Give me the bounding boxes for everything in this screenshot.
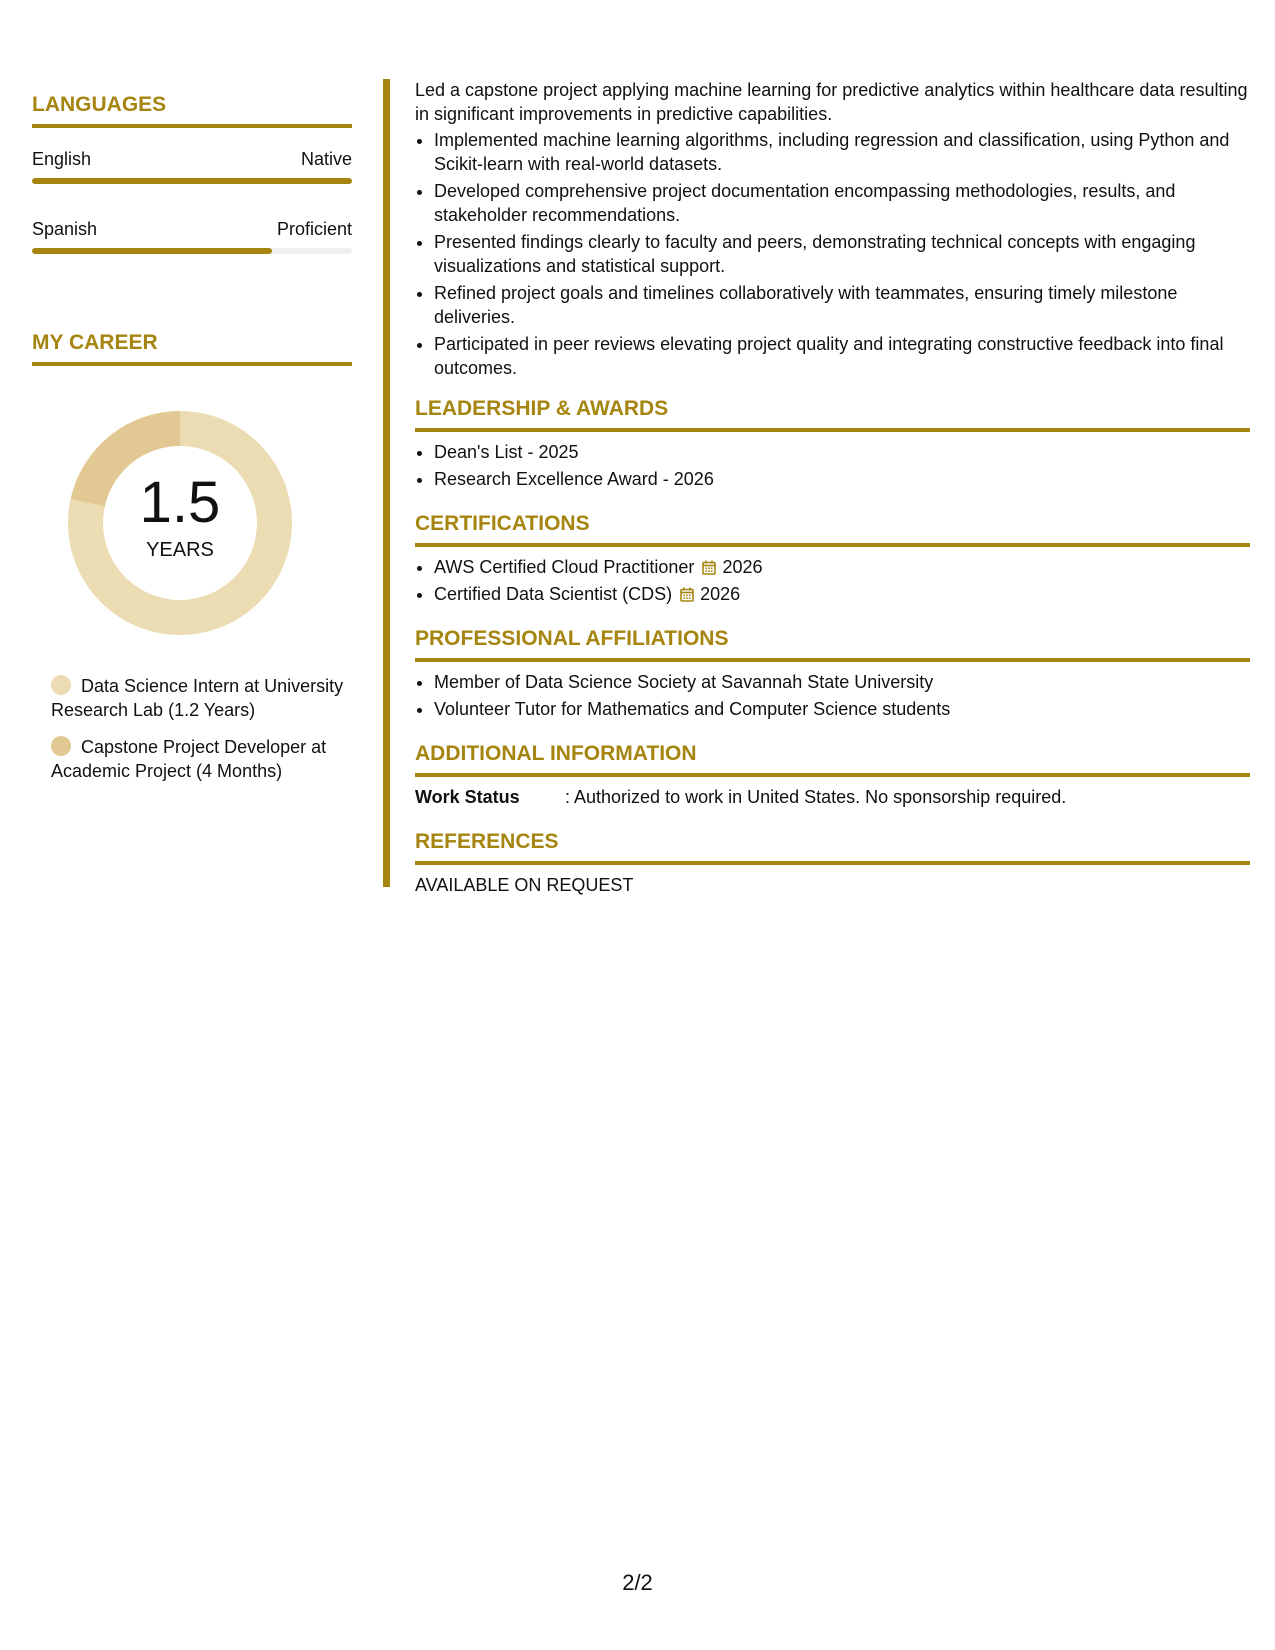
list-item: • Volunteer Tutor for Mathematics and Computer Science students xyxy=(434,697,1250,721)
work-status-row xyxy=(415,785,1250,809)
career-heading: MY CAREER xyxy=(32,330,352,366)
list-item xyxy=(434,555,1250,579)
career-legend-item xyxy=(51,735,352,783)
list-item xyxy=(434,582,1250,606)
awards-section xyxy=(415,396,1250,491)
languages-heading: LANGUAGES xyxy=(32,92,352,128)
language-spanish xyxy=(32,218,352,254)
certification-year: 2026 xyxy=(700,584,741,604)
list-item: • Dean's List - 2025 xyxy=(434,440,1250,464)
language-level: Native xyxy=(300,149,352,169)
certification-name: AWS Certified Cloud Practitioner xyxy=(434,557,695,577)
additional-heading: ADDITIONAL INFORMATION xyxy=(415,741,1250,777)
affiliations-list xyxy=(415,670,1250,721)
additional-section xyxy=(415,741,1250,809)
page-number: 2/2 xyxy=(622,1570,653,1595)
career-total-value: 1.5 xyxy=(139,470,221,535)
list-item: • Participated in peer reviews elevating project quality and integrating constructive feedback into final outcomes. xyxy=(434,332,1250,380)
list-item: • Research Excellence Award - 2026 xyxy=(434,467,1250,491)
language-name: English xyxy=(32,149,92,169)
language-proficiency-bar xyxy=(32,178,352,184)
list-item: • Member of Data Science Society at Savannah State University xyxy=(434,670,1250,694)
calendar-icon xyxy=(680,587,694,602)
certifications-heading: CERTIFICATIONS xyxy=(415,511,1250,547)
work-status-label: Work Status xyxy=(415,787,520,807)
career-legend-label: Data Science Intern at University Research Lab (1.2 Years) xyxy=(51,676,344,720)
legend-swatch xyxy=(51,675,71,695)
language-level: Proficient xyxy=(276,219,352,239)
language-proficiency-bar xyxy=(32,248,352,254)
certifications-section xyxy=(415,511,1250,606)
list-item: • Refined project goals and timelines collaboratively with teammates, ensuring timely milestone deliveries. xyxy=(434,281,1250,329)
language-proficiency-fill xyxy=(32,178,352,184)
references-section xyxy=(415,829,1250,897)
affiliations-heading: PROFESSIONAL AFFILIATIONS xyxy=(415,626,1250,662)
list-item: • Implemented machine learning algorithms, including regression and classification, using Python and Scikit-learn with real-world datasets. xyxy=(434,128,1250,176)
language-english xyxy=(32,148,352,184)
work-status-value: : Authorized to work in United States. No sponsorship required. xyxy=(565,787,1067,807)
career-legend-item xyxy=(51,674,352,722)
career-donut xyxy=(65,408,295,638)
column-divider xyxy=(383,79,390,887)
language-proficiency-fill xyxy=(32,248,272,254)
right-column xyxy=(415,78,1250,897)
project-bullets xyxy=(415,128,1250,380)
certification-name: Certified Data Scientist (CDS) xyxy=(434,584,673,604)
calendar-icon xyxy=(702,560,716,575)
legend-swatch xyxy=(51,736,71,756)
career-legend xyxy=(51,674,352,783)
references-text: AVAILABLE ON REQUEST xyxy=(415,875,634,895)
left-column xyxy=(32,70,352,796)
project-section xyxy=(415,78,1250,380)
career-total-unit: YEARS xyxy=(146,539,214,561)
career-legend-label: Capstone Project Developer at Academic Project (4 Months) xyxy=(51,737,327,781)
references-heading: REFERENCES xyxy=(415,829,1250,865)
list-item: • Presented findings clearly to faculty and peers, demonstrating technical concepts with engaging visualizations and statistical support. xyxy=(434,230,1250,278)
certifications-list xyxy=(415,555,1250,606)
awards-heading: LEADERSHIP & AWARDS xyxy=(415,396,1250,432)
language-name: Spanish xyxy=(32,219,98,239)
list-item: • Developed comprehensive project documentation encompassing methodologies, results, and stakeholder recommendations. xyxy=(434,179,1250,227)
certification-year: 2026 xyxy=(722,557,763,577)
awards-list xyxy=(415,440,1250,491)
affiliations-section xyxy=(415,626,1250,721)
project-summary: Led a capstone project applying machine learning for predictive analytics within healthcare data resulting in significant improvements in predictive capabilities. xyxy=(415,80,1248,124)
